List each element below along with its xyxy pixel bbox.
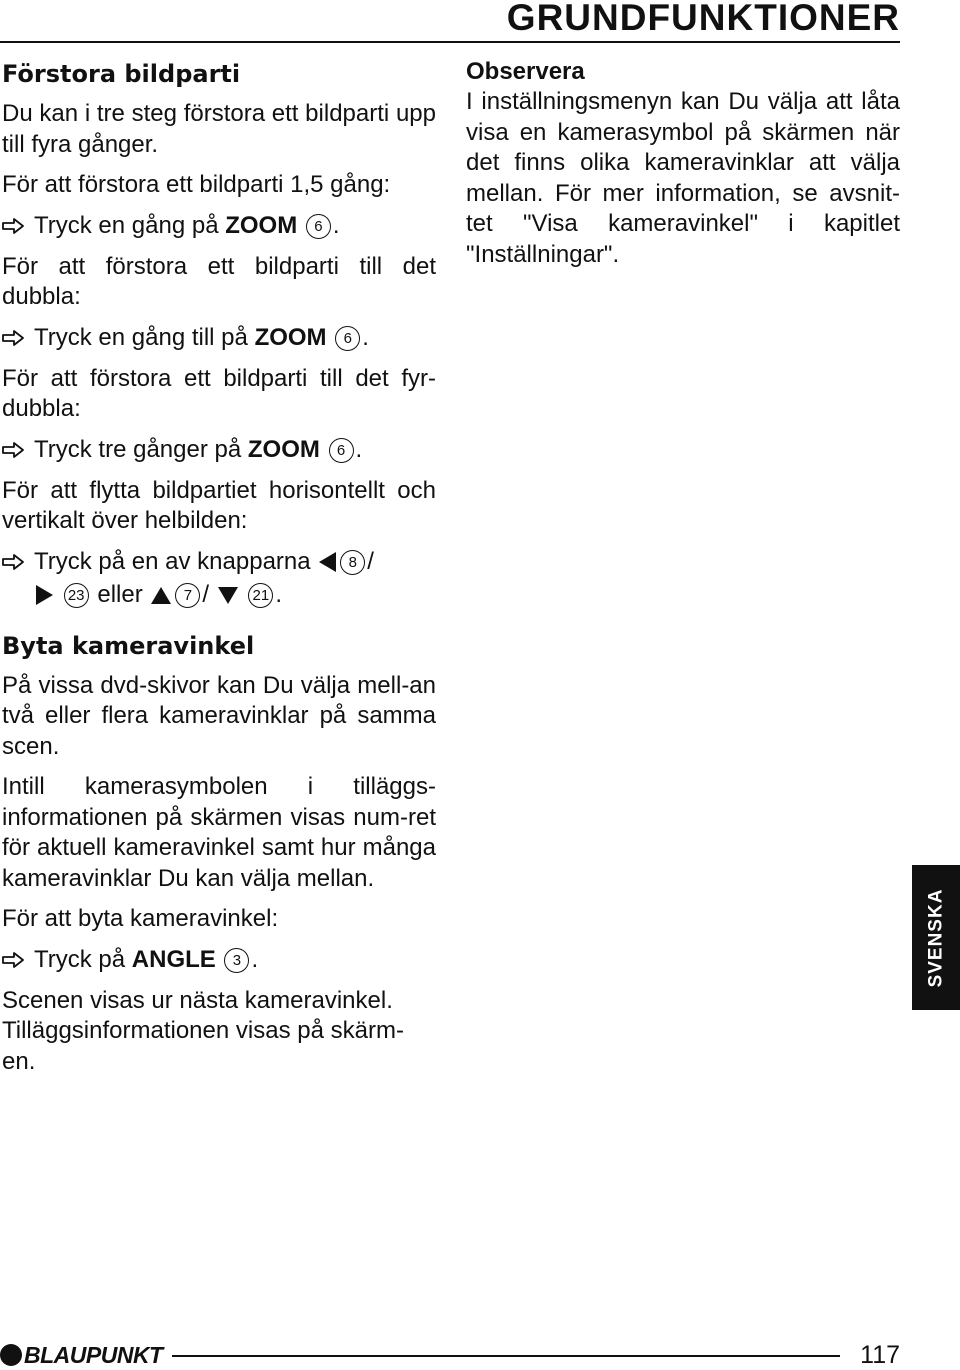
key-number-badge: 7 bbox=[175, 583, 200, 608]
brand-name: BLAUPUNKT bbox=[24, 1341, 163, 1368]
angle-paragraph-1: På vissa dvd-skivor kan Du välja mell-an två eller flera kameravinklar på samma scen. bbox=[2, 671, 436, 760]
triangle-left-icon bbox=[319, 552, 336, 572]
angle-result: Scenen visas ur nästa kameravinkel. Tilläggsinformationen visas på skärm-en. bbox=[2, 986, 404, 1075]
hollow-arrow-icon bbox=[2, 952, 24, 968]
step-text: Tryck på en av knapparna bbox=[34, 547, 311, 575]
hollow-arrow-icon bbox=[2, 554, 24, 570]
language-tab bbox=[912, 865, 960, 1010]
angle-step-intro: För att byta kameravinkel: bbox=[2, 905, 279, 932]
note-text: I inställningsmenyn kan Du välja att låta visa en kamerasymbol på skärmen när det finns olika kameravinklar att välja mellan. För mer information, se avsnit-tet "Visa kameravinkel" i kapitlet "Inställningar". bbox=[466, 88, 900, 268]
step-text: Tryck en gång på bbox=[34, 211, 219, 239]
brand-logo bbox=[0, 1341, 163, 1369]
angle-key-label: ANGLE bbox=[131, 945, 216, 973]
move-intro: För att flytta bildpartiet horisontellt och vertikalt över helbilden: bbox=[2, 476, 436, 534]
zoom-intro: Du kan i tre steg förstora ett bildparti upp till fyra gånger. bbox=[2, 100, 436, 158]
header-rule bbox=[0, 41, 900, 43]
footer-rule bbox=[172, 1355, 840, 1357]
triangle-up-icon bbox=[151, 587, 171, 604]
hollow-arrow-icon bbox=[2, 218, 24, 234]
key-number-badge: 6 bbox=[306, 214, 331, 239]
zoom-step1: Tryck en gång på ZOOM 6 . bbox=[2, 209, 436, 242]
zoom-step2: Tryck en gång till på ZOOM 6 . bbox=[2, 321, 436, 354]
move-step-cont: 23 eller 7 / 21 . bbox=[2, 578, 436, 611]
key-number-badge: 23 bbox=[64, 583, 89, 608]
hollow-arrow-icon bbox=[2, 442, 24, 458]
angle-heading: Byta kameravinkel bbox=[2, 631, 255, 660]
section-title: GRUNDFUNKTIONER bbox=[506, 0, 900, 38]
language-label: SVENSKA bbox=[925, 888, 947, 987]
page-number: 117 bbox=[860, 1341, 900, 1369]
step-text: Tryck tre gånger på bbox=[34, 435, 242, 463]
zoom-step3: Tryck tre gånger på ZOOM 6 . bbox=[2, 433, 436, 466]
logo-dot-icon bbox=[0, 1344, 22, 1366]
key-number-badge: 3 bbox=[224, 948, 249, 973]
key-number-badge: 6 bbox=[329, 438, 354, 463]
zoom-step2-intro: För att förstora ett bildparti till det dubbla: bbox=[2, 252, 436, 310]
hollow-arrow-icon bbox=[2, 330, 24, 346]
note-title: Observera bbox=[466, 58, 585, 85]
move-step: Tryck på en av knapparna 8 / bbox=[2, 545, 436, 578]
zoom-key-label: ZOOM bbox=[254, 323, 327, 351]
triangle-right-icon bbox=[36, 585, 53, 605]
angle-paragraph-2: Intill kamerasymbolen i tilläggs-informationen på skärmen visas num-ret för aktuell kameravinkel samt hur många kameravinklar Du kan välja mellan. bbox=[2, 773, 436, 892]
left-column bbox=[2, 57, 436, 1087]
zoom-step1-intro: För att förstora ett bildparti 1,5 gång: bbox=[2, 171, 391, 198]
key-number-badge: 21 bbox=[248, 583, 273, 608]
triangle-down-icon bbox=[218, 587, 238, 604]
or-text: eller bbox=[97, 580, 143, 608]
step-text: Tryck på bbox=[34, 945, 126, 973]
zoom-key-label: ZOOM bbox=[225, 211, 298, 239]
zoom-heading: Förstora bildparti bbox=[2, 60, 241, 88]
key-number-badge: 8 bbox=[340, 550, 365, 575]
angle-step: Tryck på ANGLE 3 . bbox=[2, 943, 436, 976]
step-text: Tryck en gång till på bbox=[34, 323, 248, 351]
right-column bbox=[466, 57, 900, 270]
zoom-step3-intro: För att förstora ett bildparti till det fyr-dubbla: bbox=[2, 364, 436, 422]
zoom-key-label: ZOOM bbox=[247, 435, 320, 463]
key-number-badge: 6 bbox=[335, 326, 360, 351]
